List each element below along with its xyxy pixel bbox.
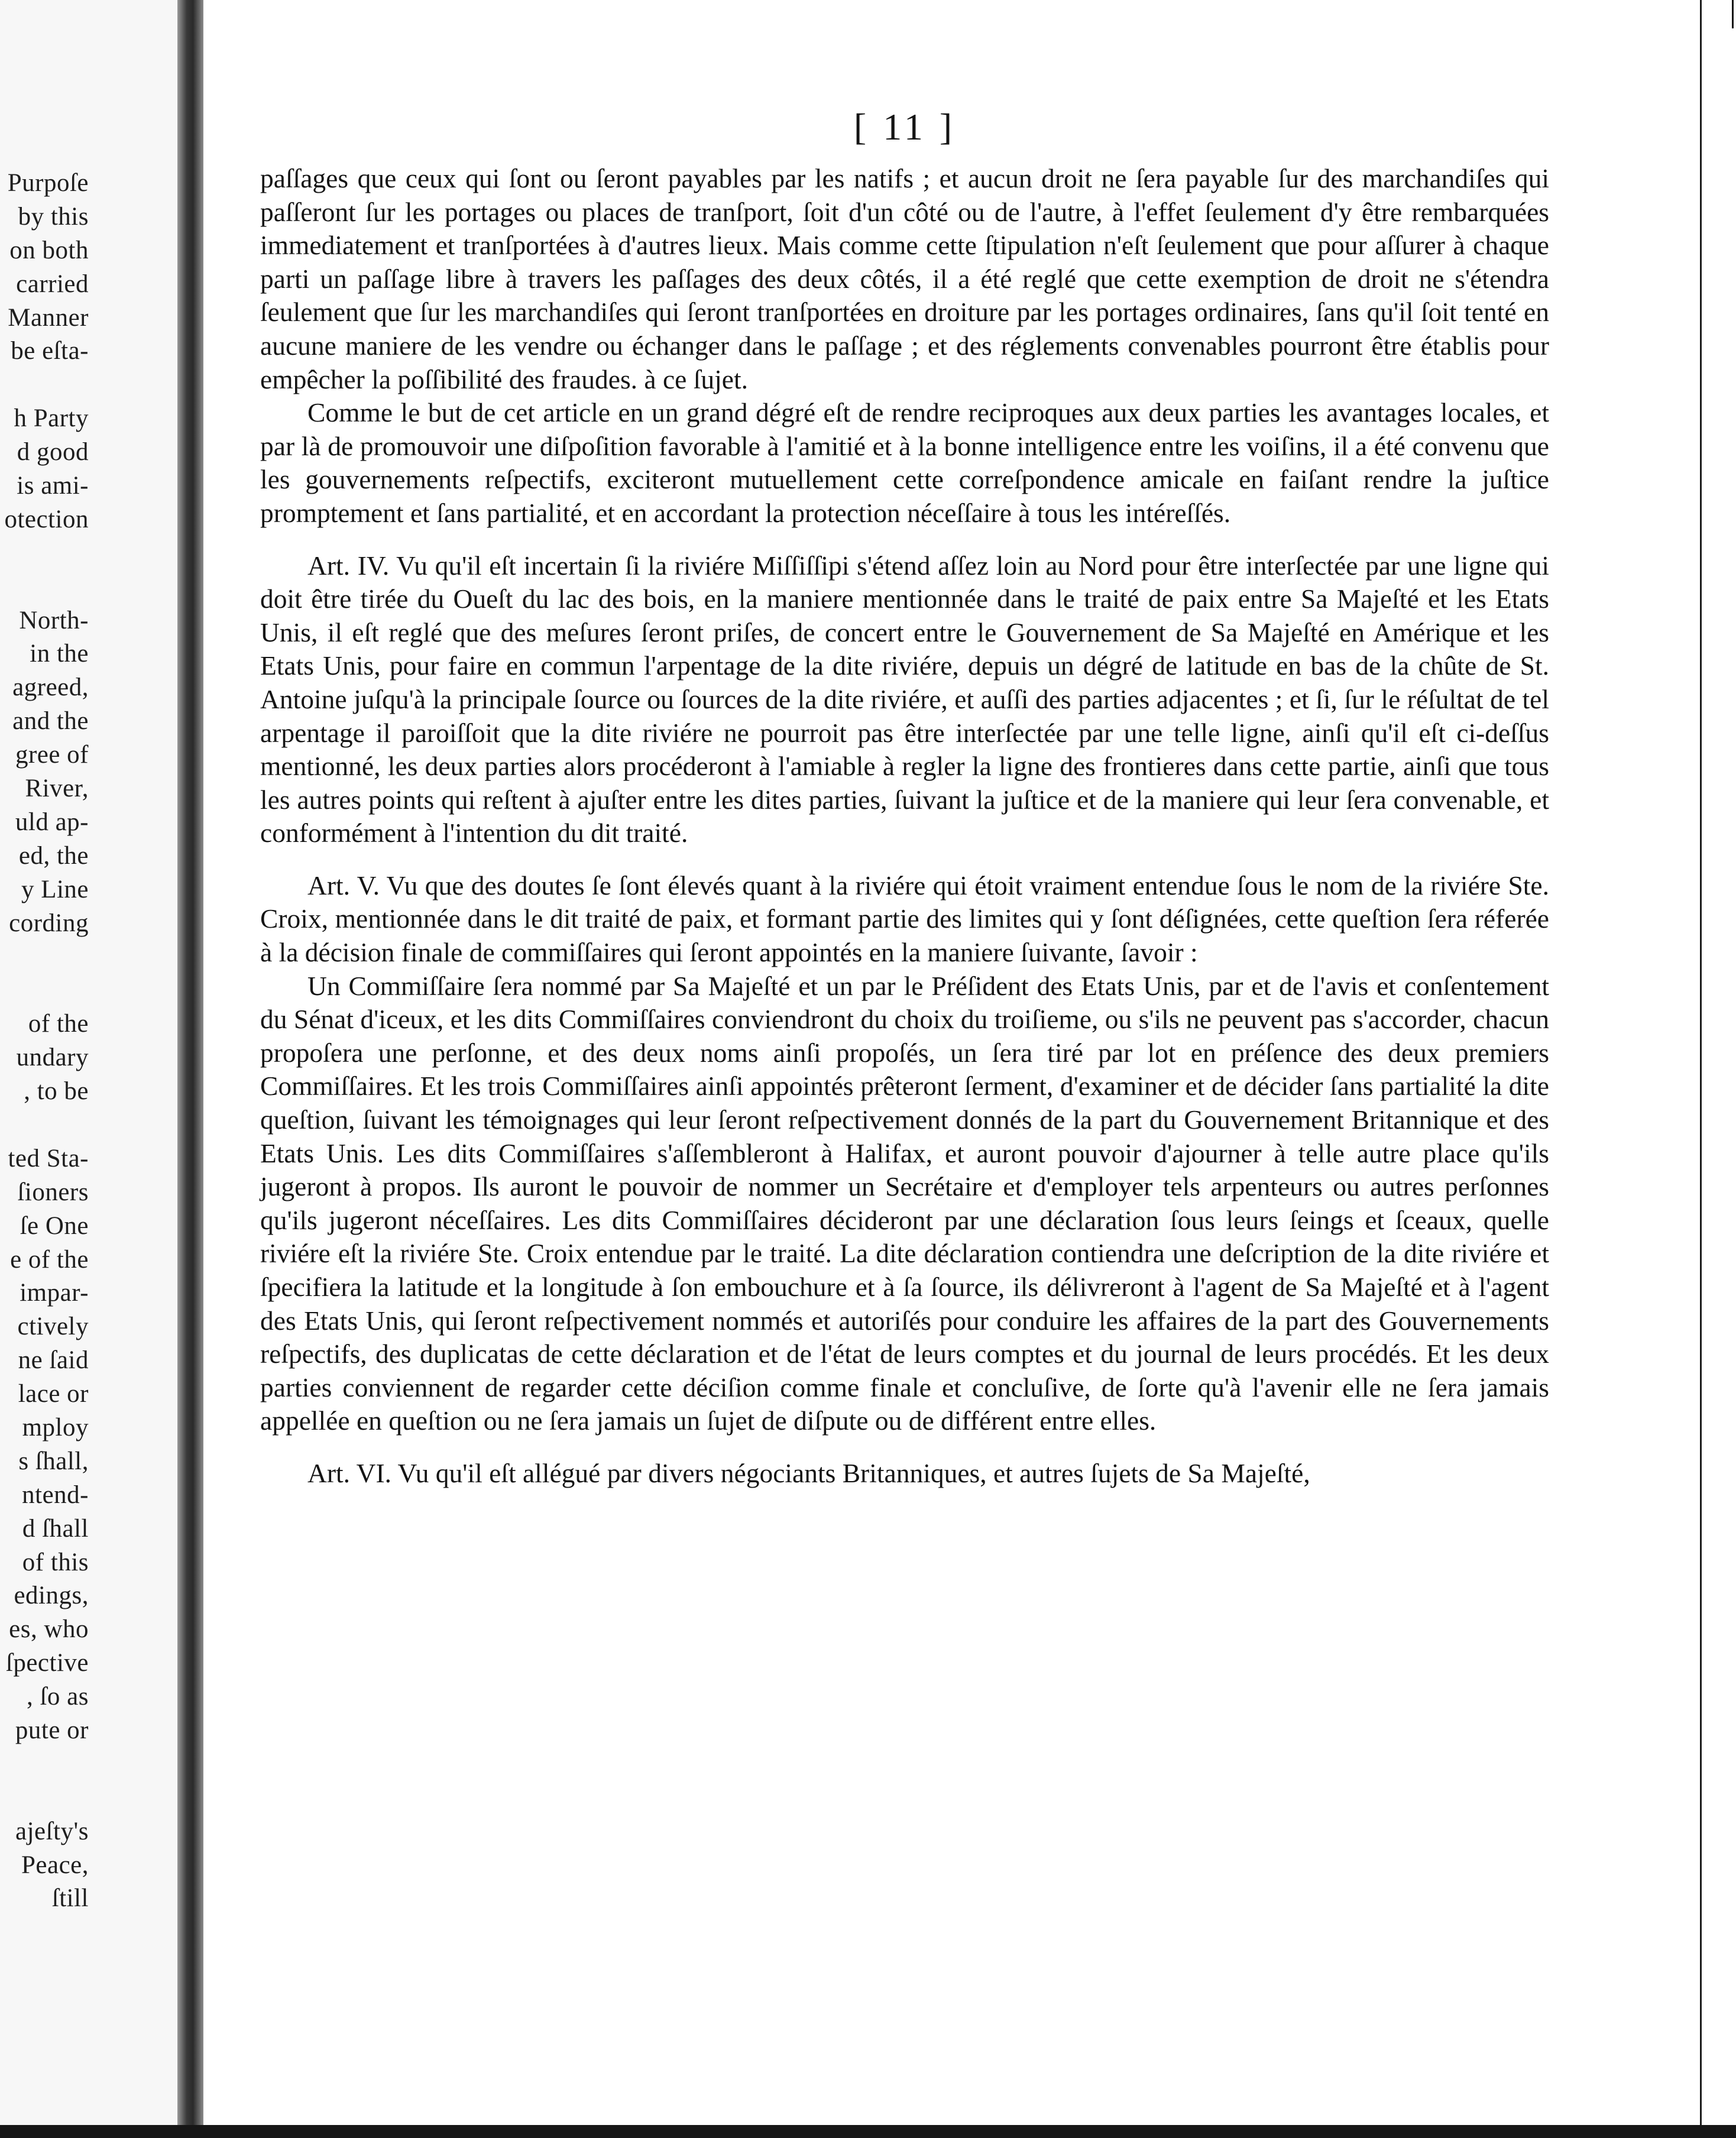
facing-line: y Line bbox=[21, 875, 89, 903]
facing-line: North- bbox=[19, 606, 89, 634]
facing-line: ctively bbox=[17, 1313, 89, 1341]
facing-line: and the bbox=[12, 707, 89, 736]
facing-line: in the bbox=[30, 640, 89, 668]
facing-line: ſioners bbox=[17, 1178, 89, 1206]
facing-line: ſe One bbox=[20, 1211, 89, 1240]
facing-line: be eſta- bbox=[11, 337, 89, 365]
facing-line: ne ſaid bbox=[18, 1346, 89, 1375]
facing-line: h Party bbox=[14, 404, 89, 433]
facing-line bbox=[0, 571, 177, 604]
facing-page-text-column bbox=[0, 167, 177, 1916]
facing-line: edings, bbox=[14, 1582, 89, 1610]
paragraph-continuation: paſſages que ceux qui ſont ou ſeront payables par les natifs ; et aucun droit ne ſera payable ſur des marchandiſes qui paſſeront ſur les portages ou places de tranſport, ſoit d'un côté ou de l'autre, à l'effet ſeulement d'y être rembarquées immediatement et tranſportées à d'autres lieux. Mais comme cette ſtipulation n'eſt ſeulement que pour aſſurer à chaque parti un paſſage libre à travers les paſſages des deux côtés, il a été reglé que cette exemption de droit ne s'étendra ſeulement que ſur les marchandiſes qui ſeront tranſportées en droiture par les portages ordinaires, ſans qu'il ſoit tenté en aucune maniere de les vendre ou échanger dans le paſſage ; et des réglements convenables pourront être établis pour empêcher la poſſibilité des fraudes. à ce ſujet. bbox=[260, 163, 1549, 394]
facing-line bbox=[0, 1748, 177, 1781]
facing-line: ted Sta- bbox=[8, 1144, 89, 1172]
facing-line: of the bbox=[28, 1010, 89, 1038]
facing-line: otection bbox=[4, 505, 89, 533]
facing-line: mploy bbox=[22, 1413, 89, 1441]
facing-line: ed, the bbox=[18, 841, 89, 870]
scan-border-bottom bbox=[0, 2125, 1736, 2138]
facing-line bbox=[0, 1781, 177, 1815]
facing-line: ſtill bbox=[51, 1884, 89, 1913]
facing-line: , ſo as bbox=[26, 1683, 89, 1711]
facing-line: d ſhall bbox=[22, 1514, 89, 1543]
article-v-commissioners: Un Commiſſaire ſera nommé par Sa Majeſté et un par le Préſident des Etats Unis, par et de l'avis et conſentement du Sénat d'iceux, et les dits Commiſſaires conviendront du choix du troiſieme, ou s'ils ne peuvent pas s'accorder, chacun propoſera une perſonne, et des deux noms ainſi propoſés, un ſera tiré par lot en préſence des deux premiers Commiſſaires. Et les trois Commiſſaires ainſi appointés prêteront ſerment, d'examiner et de décider ſans partialité la dite queſtion, ſuivant les témoignages qui leur ſeront reſpectivement donnés de la part du Gouvernement Britannique et des Etats Unis. Les dits Commiſſaires s'aſſembleront à Halifax, et auront pouvoir d'ajourner à telle autre place qu'ils jugeront à propos. Ils auront le pouvoir de nommer un Secrétaire et d'employer tels arpenteurs ou autres perſonnes qu'ils jugeront néceſſaires. Les dits Commiſſaires décideront par une déclaration ſous leurs ſeings et ſceaux, quelle riviére eſt la riviére Ste. Croix entendue par le traité. La dite déclaration contiendra une deſcription de la dite riviére et ſpecifiera la latitude et la longitude à ſon embouchure et à ſa ſource, ils délivreront à l'agent de Sa Majeſté et à l'agent des Etats Unis, qui ſeront reſpectivement nommés et autoriſés pour conduire les affaires de la part des Gouvernements reſpectifs, des duplicatas de cette déclaration et de l'état de leurs comptes et du journal de leurs procédés. Et les deux parties conviennent de regarder cette déciſion comme finale et concluſive, de ſorte qu'à l'avenir elle ne ſera jamais appellée en queſtion ou ne ſera jamais un ſujet de diſpute ou de différent entre elles. bbox=[260, 970, 1549, 1436]
article-iv: Art. IV. Vu qu'il eſt incertain ſi la riviére Miſſiſſipi s'étend aſſez loin au Nord pour être interſectée par une ligne qui doit être tirée du Oueſt du lac des bois, en la maniere mentionnée dans le traité de paix entre Sa Majeſté et les Etats Unis, il eſt reglé que des meſures ſeront priſes, de concert entre le Gouvernement de Sa Majeſté en Amérique et les Etats Unis, pour faire en commun l'arpentage de la dite riviére, depuis un dégré de latitude en bas de la chûte de St. Antoine juſqu'à la principale ſource ou ſources de la dite riviére, et auſſi des parties adjacentes ; et ſi, ſur le réſultat de tel arpentage il paroiſſoit que la dite riviére ne pourroit pas être interſectée par une telle ligne, ainſi qu'il eſt ci-deſſus mentionné, les deux parties alors procéderont à l'amiable à regler la ligne des frontieres dans cette partie, ainſi que tous les autres points qui reſtent à ajuſter entre les dites parties, ſuivant la juſtice et de la maniere qui leur ſera convenable, et conformément à l'intention du dit traité. bbox=[260, 550, 1549, 848]
facing-line: , to be bbox=[24, 1077, 89, 1106]
facing-line: ntend- bbox=[22, 1481, 89, 1509]
facing-line: Peace, bbox=[21, 1851, 89, 1879]
paragraph-reciprocity: Comme le but de cet article en un grand dégré eſt de rendre reciproques aux deux parties les avantages locales, et par là de promouvoir une diſpoſition favorable à l'amitié et à la bonne intelligence entre les voiſins, il a été convenu que les gouvernements reſpectifs, exciteront mutuellement cette correſpondence amicale en faiſant rendre la juſtice promptement et ſans partialité, et en accordant la protection néceſſaire à tous les intéreſſés. bbox=[260, 397, 1549, 528]
facing-line: es, who bbox=[9, 1615, 89, 1644]
facing-line: agreed, bbox=[12, 673, 89, 702]
article-vi-opening: Art. VI. Vu qu'il eſt allégué par divers négociants Britanniques, et autres ſujets de Sa Majeſté, bbox=[307, 1457, 1310, 1488]
facing-line: ajeſty's bbox=[15, 1817, 89, 1845]
facing-line: of this bbox=[22, 1548, 89, 1576]
facing-line: cording bbox=[9, 909, 89, 937]
facing-line: is ami- bbox=[17, 472, 89, 500]
facing-line: lace or bbox=[18, 1380, 89, 1408]
facing-line: ſpective bbox=[5, 1649, 89, 1677]
facing-line: d good bbox=[17, 438, 89, 467]
facing-line: Purpoſe bbox=[7, 169, 89, 197]
book-gutter-shadow bbox=[177, 0, 203, 2138]
facing-page-fragment bbox=[0, 0, 177, 2138]
facing-line: by this bbox=[18, 202, 89, 231]
facing-line bbox=[0, 940, 177, 974]
scan-border-right bbox=[1700, 0, 1702, 2138]
facing-line: carried bbox=[16, 270, 89, 298]
facing-line bbox=[0, 537, 177, 571]
facing-line: gree of bbox=[15, 741, 89, 769]
page-number: [ 11 ] bbox=[853, 106, 956, 148]
facing-line bbox=[0, 1109, 177, 1142]
facing-line: undary bbox=[16, 1044, 89, 1072]
facing-line: Manner bbox=[8, 303, 89, 332]
facing-line: on both bbox=[9, 236, 89, 264]
facing-line: e of the bbox=[10, 1245, 89, 1274]
facing-line: s ſhall, bbox=[18, 1447, 89, 1475]
facing-line: impar- bbox=[20, 1279, 89, 1307]
facing-line: River, bbox=[25, 775, 89, 803]
facing-line bbox=[0, 974, 177, 1008]
article-v: Art. V. Vu que des doutes ſe ſont élevés quant à la riviére qui étoit vraiment entendue ſous le nom de la riviére Ste. Croix, mentionnée dans le dit traité de paix, et formant partie des limites qui y ſont déſignées, cette queſtion ſera réferée à la décision finale de commiſſaires qui ſeront appointés en la maniere ſuivante, ſavoir : bbox=[260, 870, 1549, 968]
scan-corner-mark bbox=[1732, 0, 1734, 28]
facing-line bbox=[0, 368, 177, 402]
document-page bbox=[260, 95, 1549, 1491]
facing-line: pute or bbox=[15, 1716, 89, 1744]
facing-line: uld ap- bbox=[15, 808, 89, 836]
